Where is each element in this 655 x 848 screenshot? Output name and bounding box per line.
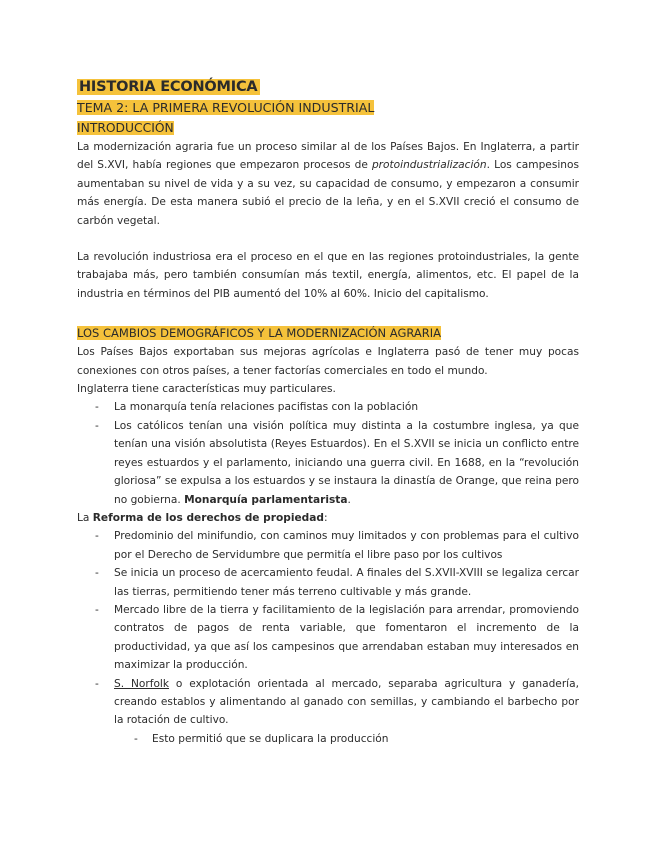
list-item: - Esto permitió que se duplicara la producción — [77, 730, 579, 748]
characteristics-list — [77, 398, 579, 508]
norfolk-sublist — [77, 730, 579, 748]
list-item: - Mercado libre de la tierra y facilitamiento de la legislación para arrendar, promoviendo contratos de pagos de renta variable, que fomentaron el incremento de la productividad, ya que así los campesinos que arrendaban estaban muy interesados en maximizar la producción. — [77, 601, 579, 675]
document-title: HISTORIA ECONÓMICA — [77, 76, 579, 98]
reforma-list — [77, 527, 579, 729]
intro-paragraph-1: La modernización agraria fue un proceso similar al de los Países Bajos. En Inglaterra, a partir del S.XVI, había regiones que empezaron procesos de protoindustrialización. Los campesinos aumentaban su nivel de vida y a su vez, su capacidad de consumo, y empezaron a consumir más energía. De esta manera subió el precio de la leña, y en el S.XVII creció el consumo de carbón vegetal. — [77, 141, 579, 227]
section2-paragraph-2: Inglaterra tiene características muy particulares. — [77, 383, 336, 396]
intro-paragraph-2: La revolución industriosa era el proceso en el que en las regiones protoindustriales, la gente trabajaba más, pero también consumían más textil, energía, alimentos, etc. El papel de la industria en términos del PIB aumentó del 10% al 60%. Inicio del capitalismo. — [77, 251, 579, 300]
section2-paragraph-1: Los Países Bajos exportaban sus mejoras agrícolas e Inglaterra pasó de tener muy pocas conexiones con otros países, a tener factorías comerciales en todo el mundo. — [77, 346, 579, 377]
list-item: - S. Norfolk o explotación orientada al mercado, separaba agricultura y ganadería, creando establos y alimentando al ganado con semillas, y cambiando el barbecho por la rotación de cultivo. — [77, 675, 579, 730]
tema-heading: TEMA 2: LA PRIMERA REVOLUCIÓN INDUSTRIAL — [77, 100, 375, 115]
list-item: - Los católicos tenían una visión política muy distinta a la costumbre inglesa, ya que tenían una visión absolutista (Reyes Estuardos). En el S.XVII se inicia un conflicto entre reyes estuardos y el parlamento, iniciando una guerra civil. En 1688, en la “revolución gloriosa” se expulsa a los estuardos y se instaura la dinastía de Orange, que reina pero no gobierna. Monarquía parlamentarista. — [77, 417, 579, 509]
reforma-heading: La Reforma de los derechos de propiedad: — [77, 511, 328, 524]
list-item: - La monarquía tenía relaciones pacifistas con la población — [77, 398, 579, 416]
list-item: - Predominio del minifundio, con caminos muy limitados y con problemas para el cultivo por el Derecho de Servidumbre que permitía el libre paso por los cultivos — [77, 527, 579, 564]
section-heading-cambios: LOS CAMBIOS DEMOGRÁFICOS Y LA MODERNIZACIÓN AGRARIA — [77, 326, 441, 341]
document-page — [77, 76, 579, 748]
intro-heading: INTRODUCCIÓN — [77, 121, 174, 135]
list-item: - Se inicia un proceso de acercamiento feudal. A finales del S.XVII-XVIII se legaliza cercar las tierras, permitiendo tener más terreno cultivable y más grande. — [77, 564, 579, 601]
